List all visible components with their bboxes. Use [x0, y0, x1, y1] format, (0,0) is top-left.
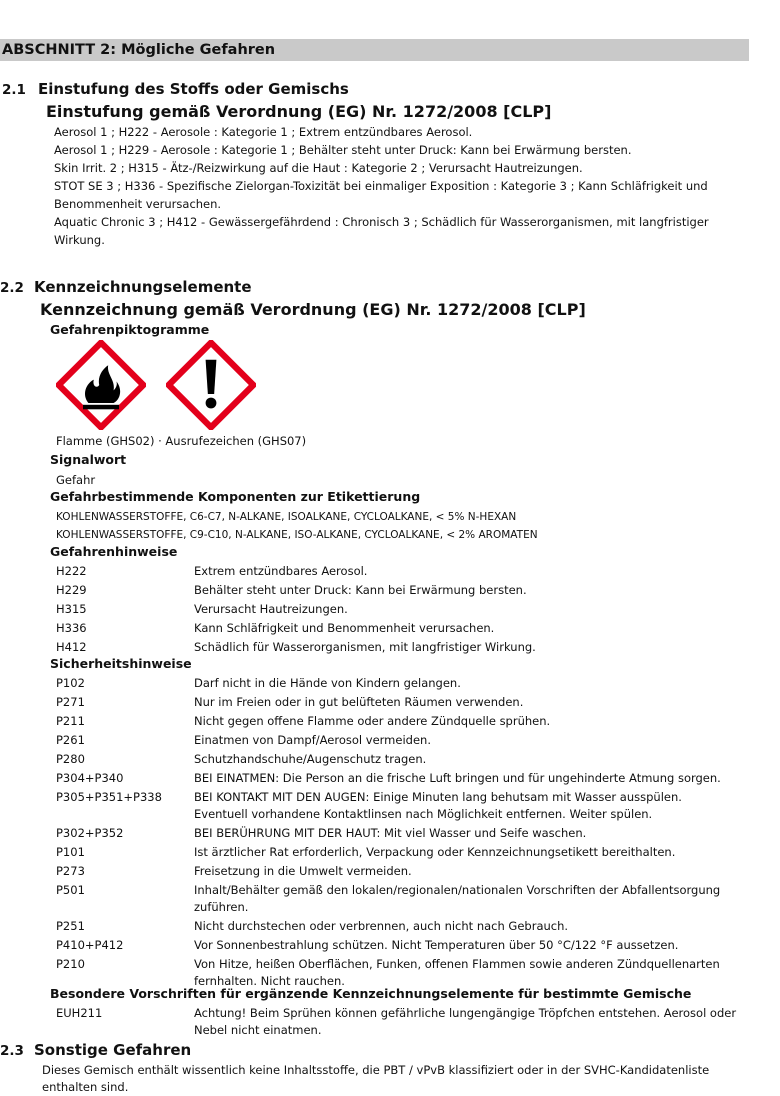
statement-text: Darf nicht in die Hände von Kindern gelangen.: [194, 676, 461, 690]
statement-text: BEI EINATMEN: Die Person an die frische Luft bringen und für ungehinderte Atmung sorgen.: [194, 771, 721, 785]
signal-word-value: Gefahr: [56, 473, 96, 487]
statement-row: [56, 563, 766, 580]
statement-text: Freisetzung in die Umwelt vermeiden.: [194, 864, 412, 878]
special-label: Besondere Vorschriften für ergänzende Kennzeichnungselemente für bestimmte Gemische: [50, 986, 692, 1001]
component-line: KOHLENWASSERSTOFFE, C6-C7, N-ALKANE, ISOALKANE, CYCLOALKANE, < 5% N-HEXAN: [56, 511, 517, 523]
statement-code: P273: [56, 864, 85, 878]
statement-row: [56, 937, 766, 954]
classification-line: STOT SE 3 ; H336 - Spezifische Zielorgan-Toxizität bei einmaliger Exposition : Kategorie 3 ; Kann Schläfrigkeit und: [54, 179, 708, 193]
statement-code: H412: [56, 640, 87, 654]
statement-row: [56, 732, 766, 749]
statement-text: Verursacht Hautreizungen.: [194, 602, 348, 616]
other-hazards-text: Dieses Gemisch enthält wissentlich keine Inhaltsstoffe, die PBT / vPvB klassifiziert oder in der SVHC-Kandidatenliste enthalten sind.: [42, 1063, 710, 1094]
classification-list: [54, 123, 709, 249]
statement-code: P280: [56, 752, 85, 766]
pictogram-caption: Flamme (GHS02) · Ausrufezeichen (GHS07): [56, 434, 307, 448]
statement-row: [56, 713, 766, 730]
statement-text: BEI KONTAKT MIT DEN AUGEN: Einige Minuten lang behutsam mit Wasser ausspülen. Eventuell vorhandene Kontaktlinsen nach Möglichkeit entfernen. Weiter spülen.: [194, 790, 682, 821]
statement-row: [56, 639, 766, 656]
statement-text: Inhalt/Behälter gemäß den lokalen/regionalen/nationalen Vorschriften der Abfallentsorgung zuführen.: [194, 883, 721, 914]
statement-text: Nicht gegen offene Flamme oder andere Zündquelle sprühen.: [194, 714, 551, 728]
statement-text: Nur im Freien oder in gut belüfteten Räumen verwenden.: [194, 695, 524, 709]
classification-line: Aerosol 1 ; H229 - Aerosole : Kategorie 1 ; Behälter steht unter Druck: Kann bei Erwärmung bersten.: [54, 143, 632, 157]
subsection-title: Sonstige Gefahren: [34, 1041, 192, 1059]
subsection-number: 2.1: [2, 82, 26, 98]
components-list: [56, 508, 538, 544]
statement-text: Kann Schläfrigkeit und Benommenheit verursachen.: [194, 621, 495, 635]
statement-text: Achtung! Beim Sprühen können gefährliche lungengängige Tröpfchen entstehen. Aerosol oder Nebel nicht einatmen.: [194, 1006, 737, 1037]
classification-line: Skin Irrit. 2 ; H315 - Ätz-/Reizwirkung auf die Haut : Kategorie 2 ; Verursacht Hautreizungen.: [54, 161, 583, 175]
statement-row: [56, 620, 766, 637]
classification-line: Aerosol 1 ; H222 - Aerosole : Kategorie 1 ; Extrem entzündbares Aerosol.: [54, 125, 473, 139]
statement-code: P410+P412: [56, 938, 124, 952]
section-header: ABSCHNITT 2: Mögliche Gefahren: [0, 39, 749, 61]
component-line: KOHLENWASSERSTOFFE, C9-C10, N-ALKANE, ISO-ALKANE, CYCLOALKANE, < 2% AROMATEN: [56, 529, 538, 541]
subsection-number: 2.2: [0, 280, 24, 296]
statement-row: [56, 956, 766, 990]
subsection-number: 2.3: [0, 1043, 24, 1059]
statement-code: P210: [56, 957, 85, 971]
statement-row: [56, 1005, 766, 1039]
statement-text: Einatmen von Dampf/Aerosol vermeiden.: [194, 733, 431, 747]
statement-text: Ist ärztlicher Rat erforderlich, Verpackung oder Kennzeichnungsetikett bereithalten.: [194, 845, 676, 859]
statement-code: P211: [56, 714, 85, 728]
pictogram-label: Gefahrenpiktogramme: [50, 322, 210, 337]
statement-code: P501: [56, 883, 85, 897]
statement-code: P304+P340: [56, 771, 124, 785]
statement-code: H229: [56, 583, 87, 597]
statement-code: H336: [56, 621, 87, 635]
statement-row: [56, 844, 766, 861]
precaution-label: Sicherheitshinweise: [50, 656, 192, 671]
statement-row: [56, 770, 766, 787]
statement-row: [56, 882, 766, 916]
subsection-title: Einstufung des Stoffs oder Gemischs: [38, 80, 349, 98]
statement-text: Extrem entzündbares Aerosol.: [194, 564, 368, 578]
statement-row: [56, 582, 766, 599]
statement-row: [56, 863, 766, 880]
statement-text: BEI BERÜHRUNG MIT DER HAUT: Mit viel Wasser und Seife waschen.: [194, 826, 587, 840]
statement-code: P261: [56, 733, 85, 747]
statement-row: [56, 825, 766, 842]
classification-line: Aquatic Chronic 3 ; H412 - Gewässergefährdend : Chronisch 3 ; Schädlich für Wasserorganismen, mit langfristiger: [54, 215, 709, 229]
statement-text: Behälter steht unter Druck: Kann bei Erwärmung bersten.: [194, 583, 527, 597]
statement-code: P101: [56, 845, 85, 859]
statement-code: H222: [56, 564, 87, 578]
subsection-title: Kennzeichnungselemente: [34, 278, 252, 296]
statement-code: P102: [56, 676, 85, 690]
exclamation-pictogram-icon: [166, 340, 256, 430]
hazard-label: Gefahrenhinweise: [50, 544, 178, 559]
regulation-heading: Einstufung gemäß Verordnung (EG) Nr. 1272/2008 [CLP]: [46, 102, 552, 121]
statement-text: Nicht durchstechen oder verbrennen, auch nicht nach Gebrauch.: [194, 919, 569, 933]
statement-row: [56, 918, 766, 935]
classification-line: Wirkung.: [54, 233, 105, 247]
statement-code: P251: [56, 919, 85, 933]
statement-row: [56, 751, 766, 768]
components-label: Gefahrbestimmende Komponenten zur Etikettierung: [50, 489, 421, 504]
statement-code: EUH211: [56, 1006, 103, 1020]
statement-row: [56, 601, 766, 618]
statement-row: [56, 694, 766, 711]
classification-line: Benommenheit verursachen.: [54, 197, 222, 211]
statement-code: P305+P351+P338: [56, 790, 162, 804]
statement-code: P271: [56, 695, 85, 709]
signal-word-label: Signalwort: [50, 452, 127, 467]
statement-text: Von Hitze, heißen Oberflächen, Funken, offenen Flammen sowie anderen Zündquellenarten fernhalten. Nicht rauchen.: [194, 957, 720, 988]
statement-text: Schädlich für Wasserorganismen, mit langfristiger Wirkung.: [194, 640, 536, 654]
statement-text: Vor Sonnenbestrahlung schützen. Nicht Temperaturen über 50 °C/122 °F aussetzen.: [194, 938, 679, 952]
flame-pictogram-icon: [56, 340, 146, 430]
regulation-heading: Kennzeichnung gemäß Verordnung (EG) Nr. 1272/2008 [CLP]: [40, 300, 586, 319]
statement-code: H315: [56, 602, 87, 616]
statement-row: [56, 789, 766, 823]
statement-text: Schutzhandschuhe/Augenschutz tragen.: [194, 752, 427, 766]
statement-code: P302+P352: [56, 826, 124, 840]
statement-row: [56, 675, 766, 692]
